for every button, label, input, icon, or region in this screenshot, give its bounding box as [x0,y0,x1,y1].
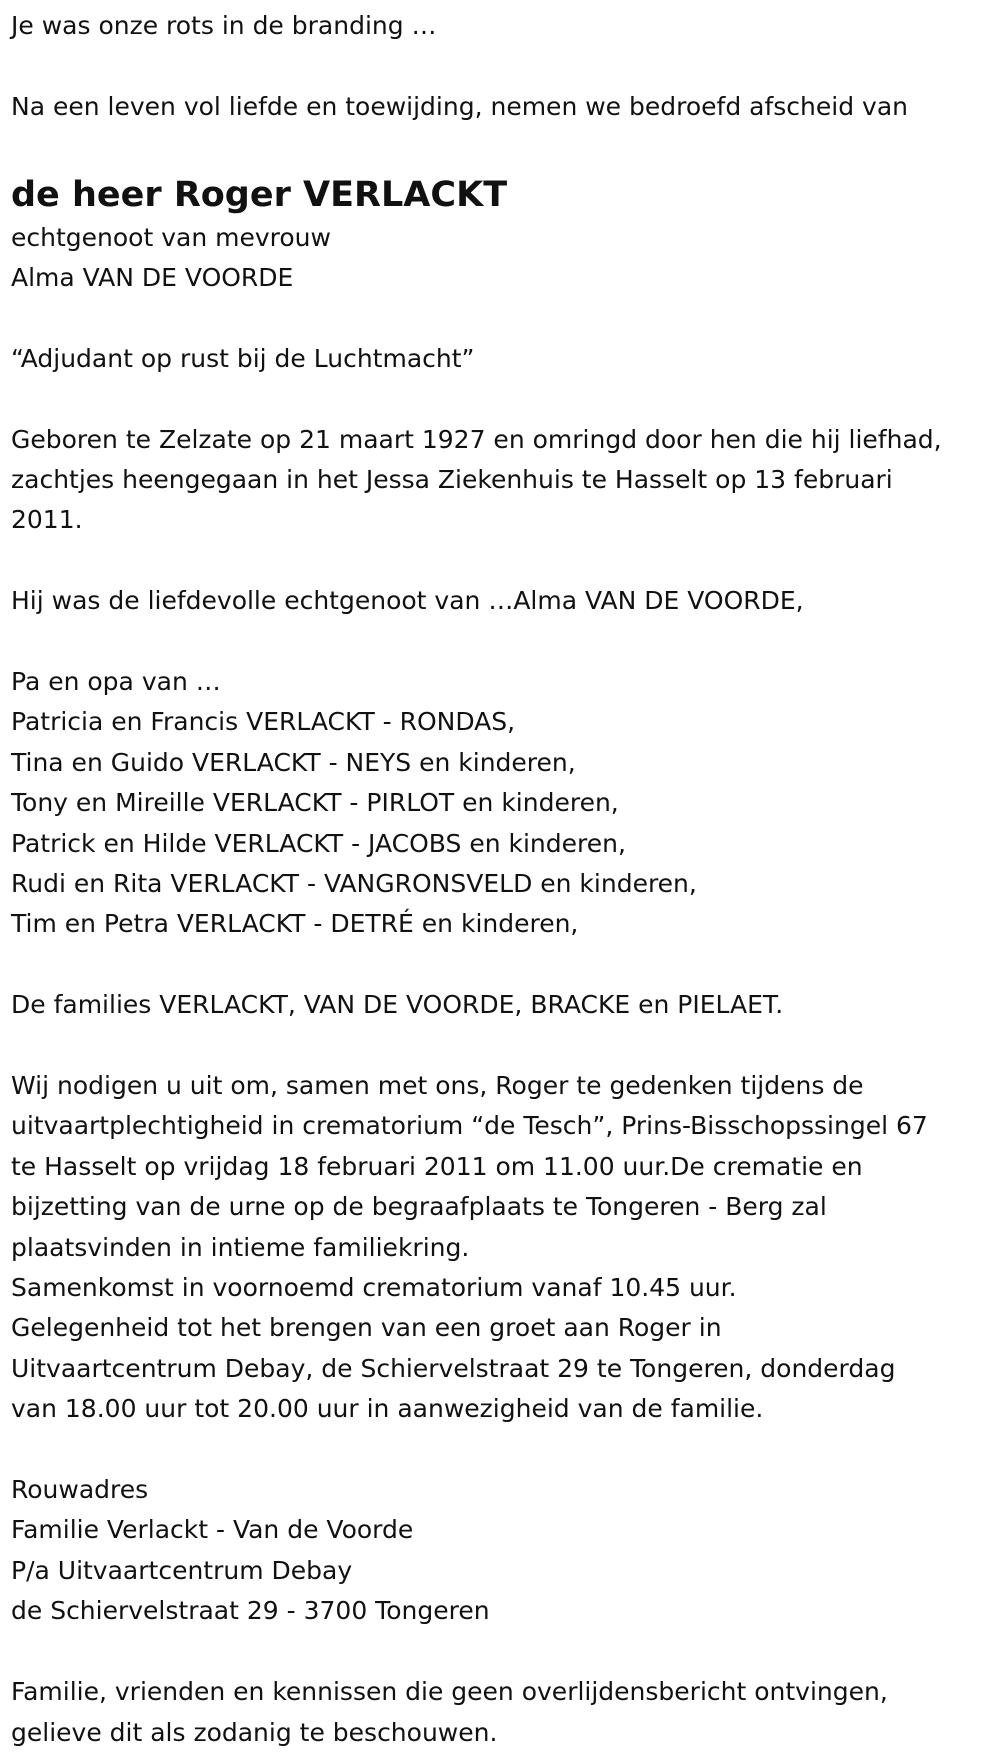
text-line: Uitvaartcentrum Debay, de Schiervelstraat 29 te Tongeren, donderdag [11,1353,896,1383]
spouse-paragraph: Hij was de liefdevolle echtgenoot van …Alma VAN DE VOORDE, [11,586,804,616]
list-item: Rudi en Rita VERLACKT - VANGRONSVELD en kinderen, [11,869,697,899]
ceremony-paragraph [11,1066,1000,1430]
text-line: bijzetting van de urne op de begraafplaats te Tongeren - Berg zal [11,1192,827,1222]
spacer [11,298,1000,338]
text-line: plaatsvinden in intieme familiekring. [11,1232,470,1262]
mourning-address [11,1470,1000,1632]
list-item: Patricia en Francis VERLACKT - RONDAS, [11,707,516,737]
text-line: gelieve dit als zodanig te beschouwen. [11,1717,498,1747]
text-line: te Hasselt op vrijdag 18 februari 2011 om 11.00 uur.De crematie en [11,1151,863,1181]
text-line: zachtjes heengegaan in het Jessa Ziekenhuis te Hasselt op 13 februari [11,465,893,494]
spacer [11,541,1000,581]
address-line: de Schiervelstraat 29 - 3700 Tongeren [11,1596,490,1626]
families-line: De families VERLACKT, VAN DE VOORDE, BRACKE en PIELAET. [11,990,784,1020]
spouse-name: Alma VAN DE VOORDE [11,263,294,292]
text-line: uitvaartplechtigheid in crematorium “de Tesch”, Prins-Bisschopssingel 67 [11,1111,928,1141]
birth-death-paragraph [11,420,1000,541]
intro-line: Je was onze rots in de branding … [11,11,437,40]
text-line: Gelegenheid tot het brengen van een groet aan Roger in [11,1313,722,1343]
closing-paragraph [11,1672,1000,1753]
spacer [11,1026,1000,1066]
intro-farewell-line: Na een leven vol liefde en toewijding, nemen we bedroefd afscheid van [11,91,908,121]
spacer [11,1430,1000,1470]
text-line: Familie, vrienden en kennissen die geen overlijdensbericht ontvingen, [11,1677,888,1707]
list-item: Tim en Petra VERLACKT - DETRÉ en kinderen, [11,909,579,939]
spacer [11,379,1000,419]
spacer [11,622,1000,662]
list-item: Tony en Mireille VERLACKT - PIRLOT en kinderen, [11,788,619,818]
list-item: Tina en Guido VERLACKT - NEYS en kinderen, [11,747,576,777]
address-line: P/a Uitvaartcentrum Debay [11,1555,353,1585]
deceased-name: de heer Roger VERLACKT [11,174,508,215]
spacer [11,46,1000,86]
family-heading: Pa en opa van … [11,667,221,696]
deceased-title: “Adjudant op rust bij de Luchtmacht” [11,343,475,373]
text-line: 2011. [11,505,83,535]
spacer [11,945,1000,985]
spouse-line: echtgenoot van mevrouw [11,222,331,252]
text-line: van 18.00 uur tot 20.00 uur in aanwezigheid van de familie. [11,1394,764,1424]
spacer [11,127,1000,167]
list-item: Patrick en Hilde VERLACKT - JACOBS en kinderen, [11,828,626,858]
text-line: Geboren te Zelzate op 21 maart 1927 en omringd door hen die hij liefhad, [11,424,942,454]
address-line: Familie Verlackt - Van de Voorde [11,1515,414,1545]
address-heading: Rouwadres [11,1475,149,1505]
text-line: Wij nodigen u uit om, samen met ons, Roger te gedenken tijdens de [11,1071,864,1101]
family-list [11,662,1000,945]
spacer [11,1632,1000,1672]
text-line: Samenkomst in voornoemd crematorium vanaf 10.45 uur. [11,1273,737,1303]
